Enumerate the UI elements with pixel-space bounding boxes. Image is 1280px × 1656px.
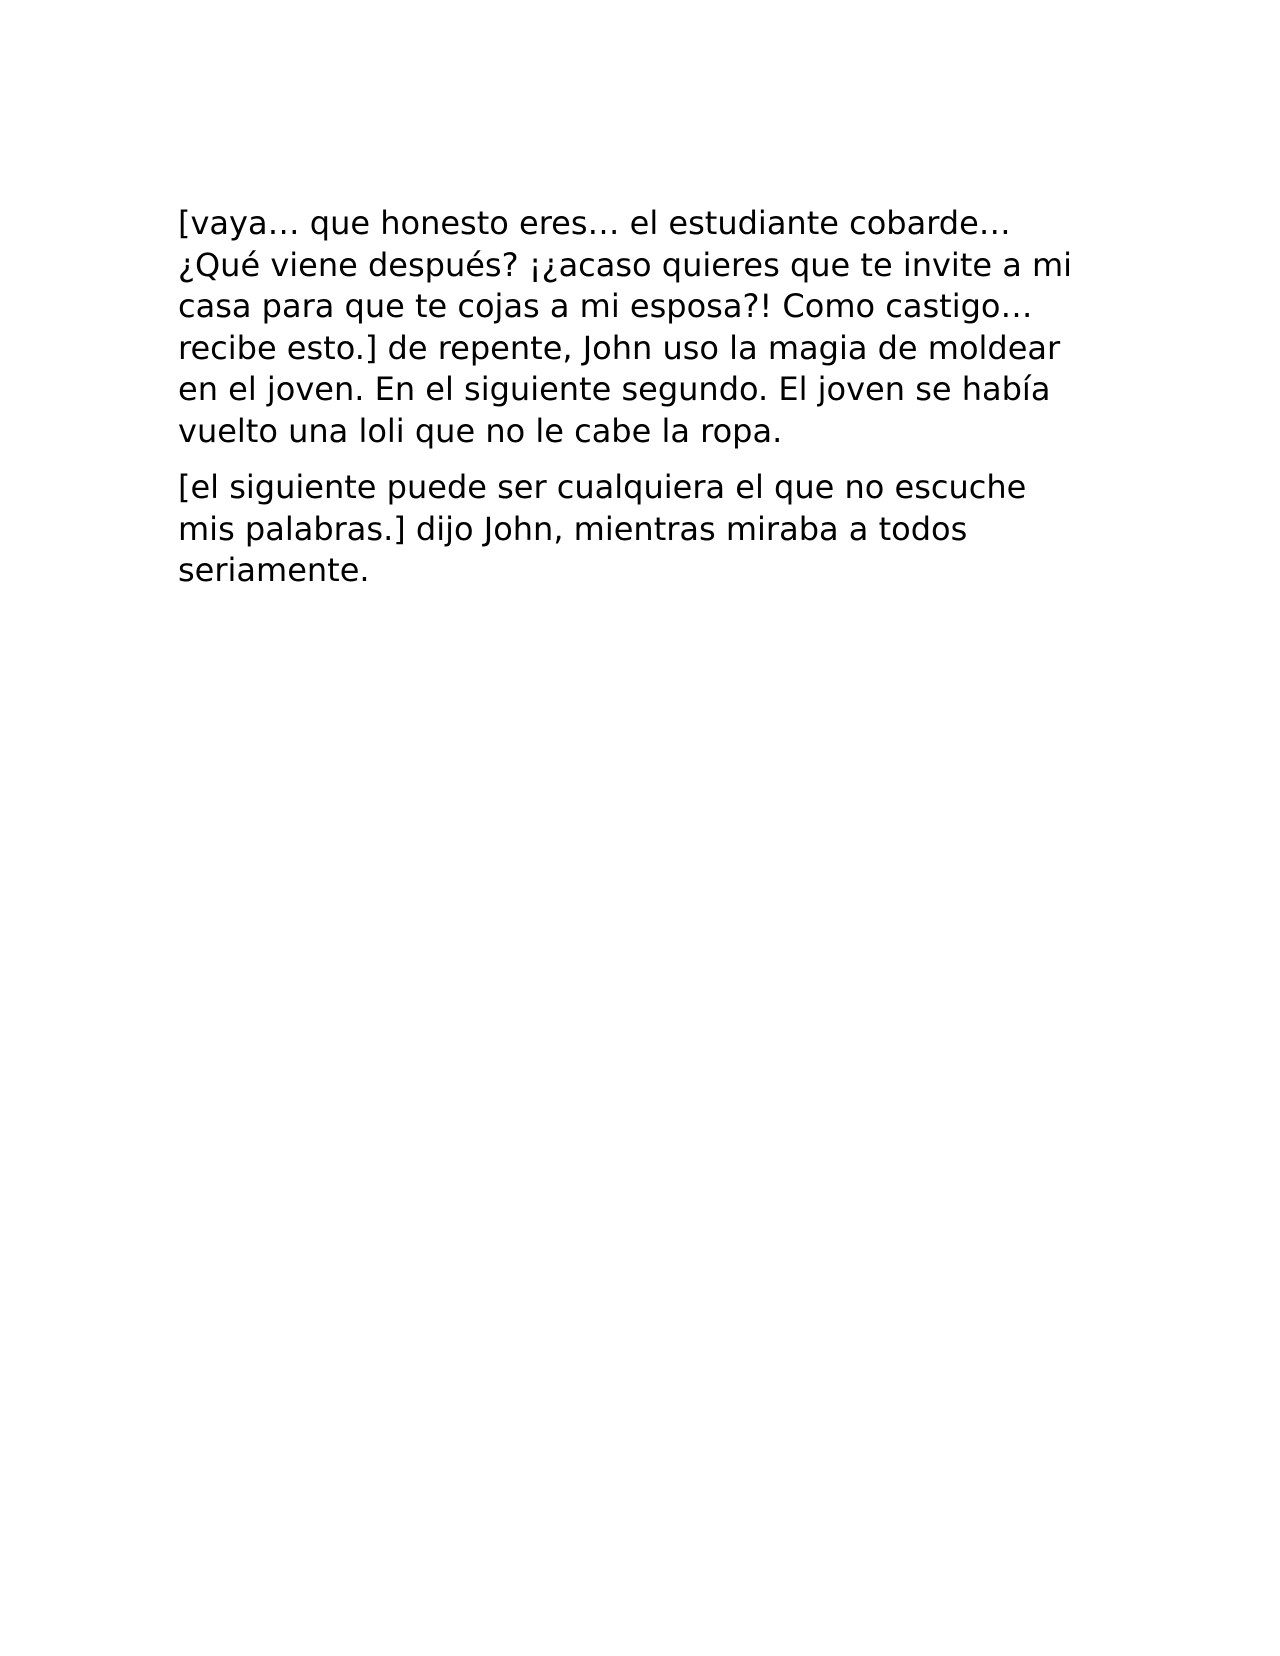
paragraph-2: [el siguiente puede ser cualquiera el que no escuche mis palabras.] dijo John, mientras miraba a todos seriamente. [178,468,1027,589]
document-body [178,203,1078,607]
paragraph-1: [vaya… que honesto eres… el estudiante cobarde… ¿Qué viene después? ¡¿acaso quieres que te invite a mi casa para que te cojas a mi esposa?! Como castigo… recibe esto.] de repente, John uso la magia de moldear en el joven. En el siguiente segundo. El joven se había vuelto una loli que no le cabe la ropa. [178,204,1073,450]
